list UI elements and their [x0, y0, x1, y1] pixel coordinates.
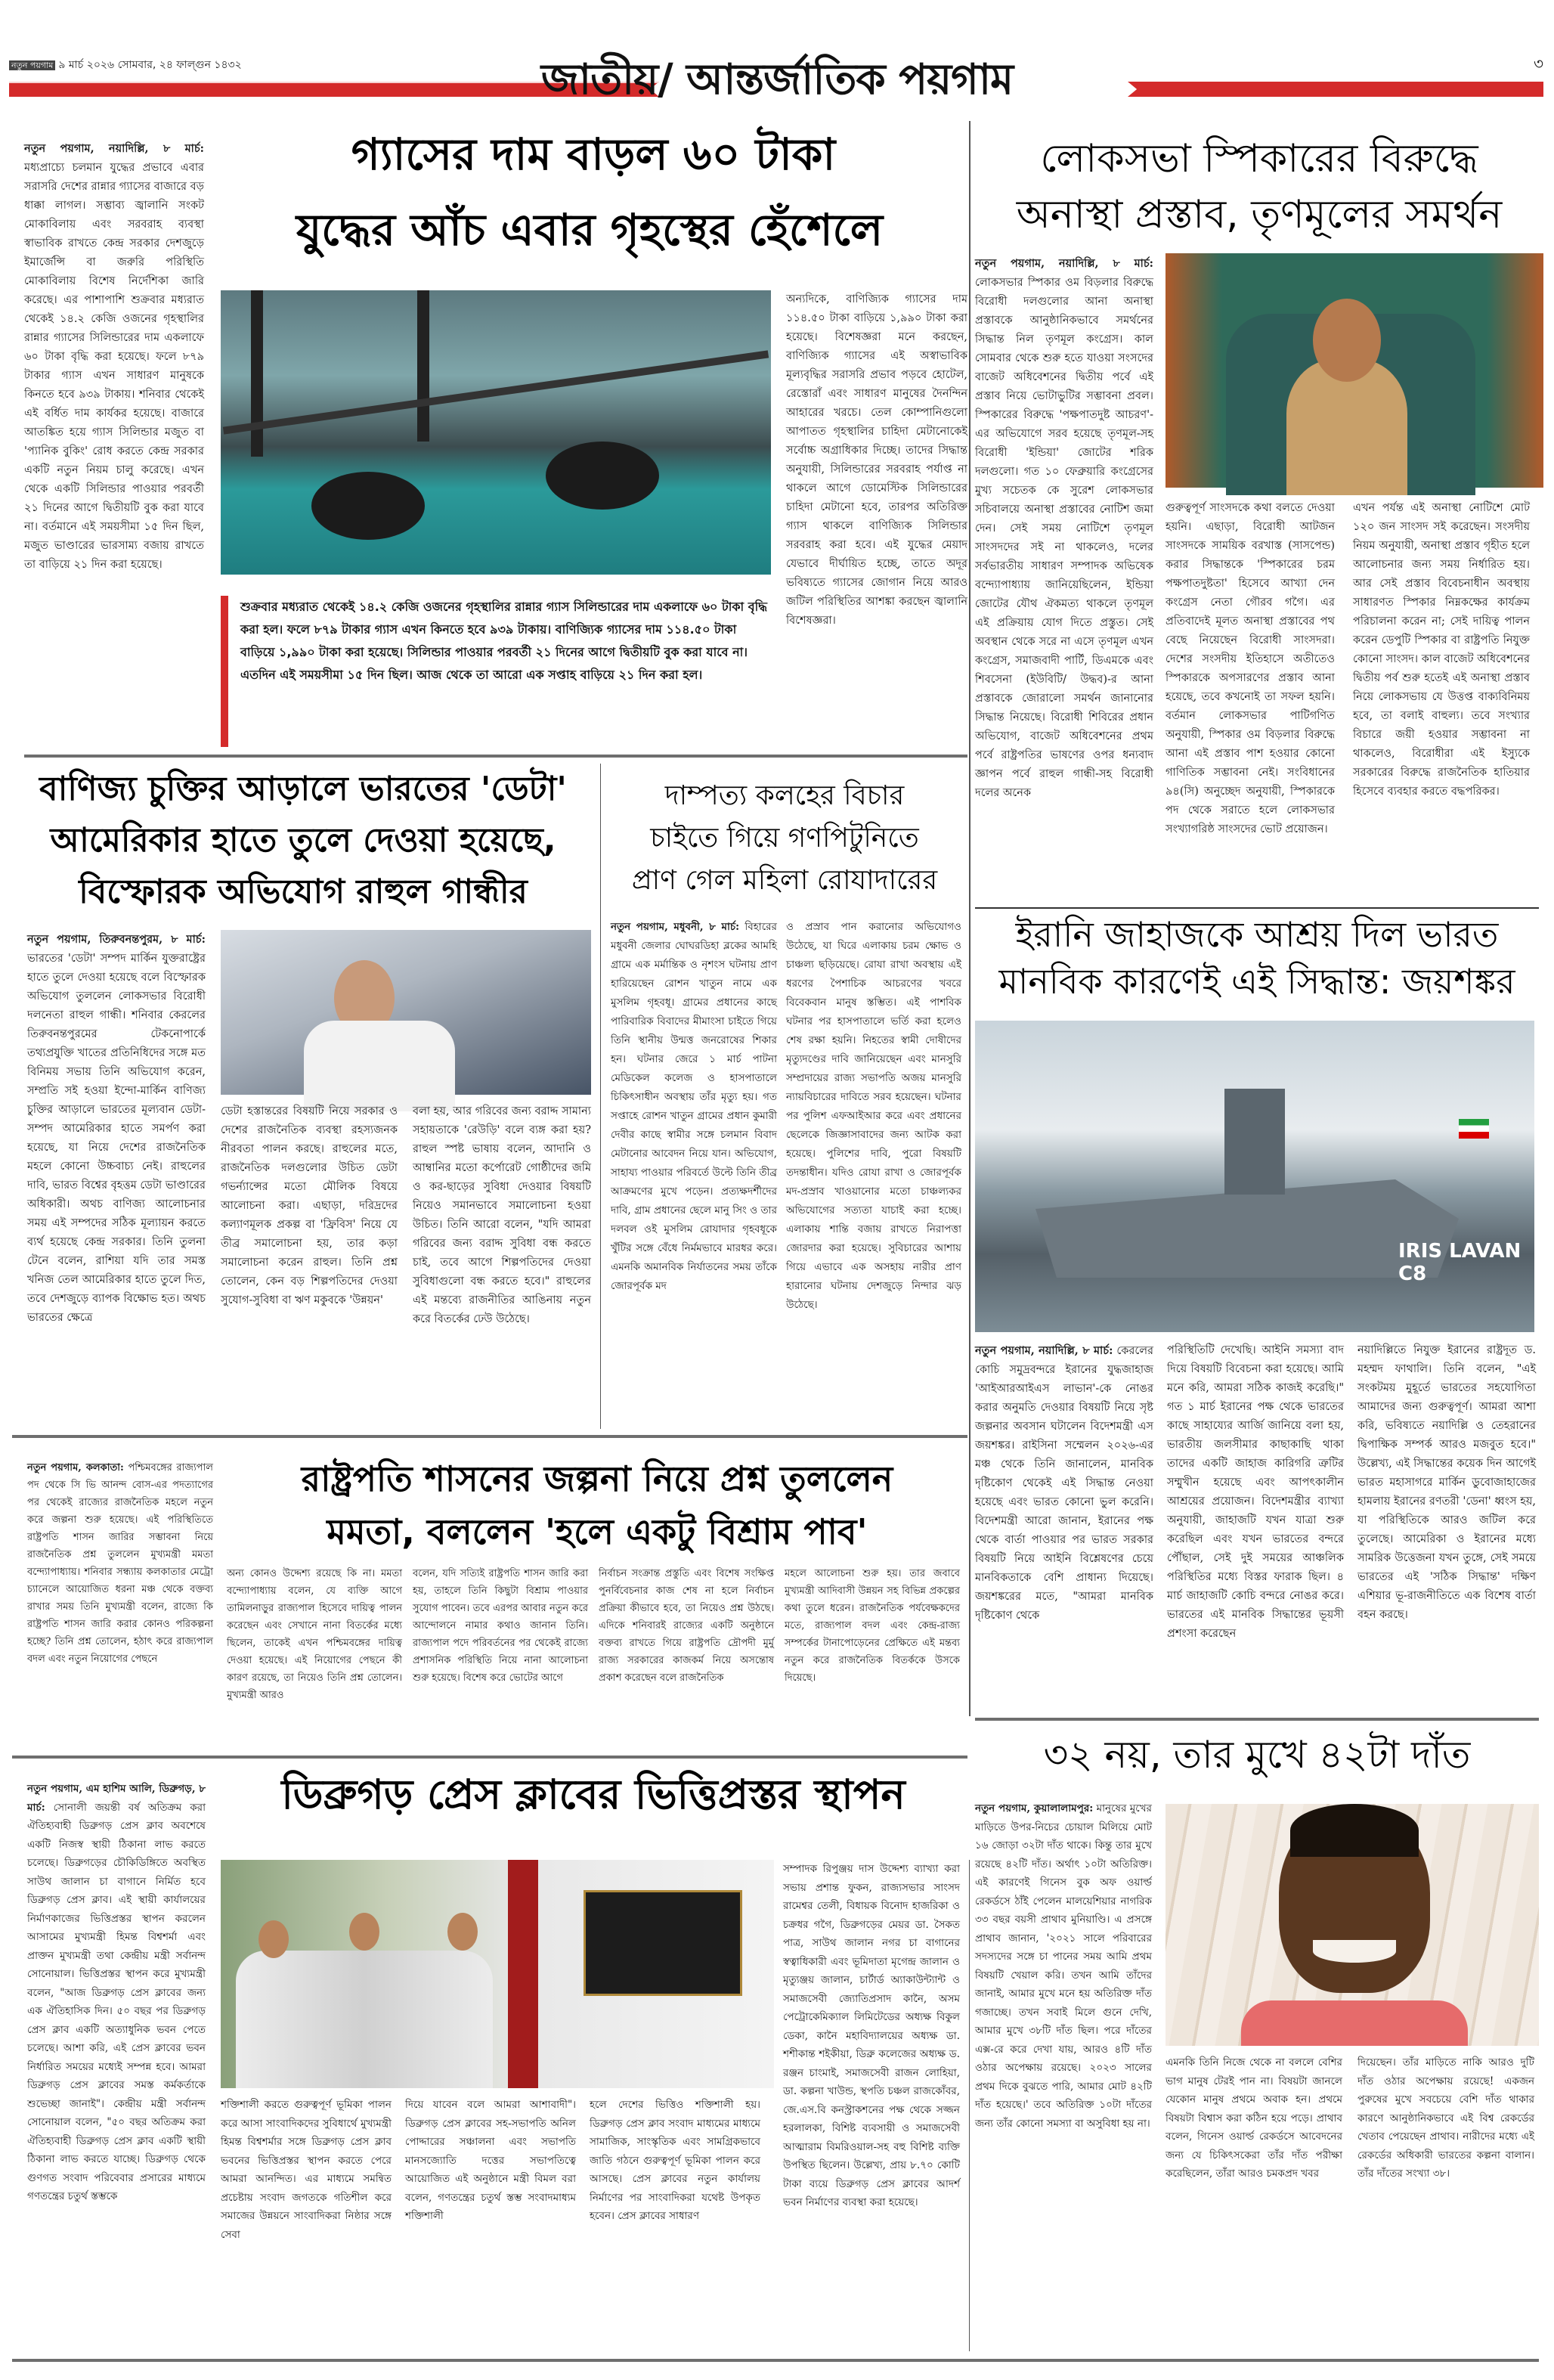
gas-body-col2: অন্যদিকে, বাণিজ্যিক গ্যাসের দাম ১১৪.৫০ টাকা বাড়িয়ে ১,৯৯০ টাকা করা হয়েছে। বিশেষজ্ঞরা মনে করছেন, বাণিজ্যিক গ্যাসের এই অস্বাভাবিক মূল্যবৃদ্ধির সরাসরি প্রভাব পড়বে হোটেল, রেস্তোরাঁ এবং সাধারণ মানুষের দৈনন্দিন আহারের খরচে। তেল কোম্পানিগুলো আপাতত গৃহস্থালির চাহিদা মেটানোকেই সর্বোচ্চ অগ্রাধিকার দিচ্ছে। তাদের সিদ্ধান্ত অনুযায়ী, সিলিন্ডারের সরবরাহ পর্যাপ্ত না থাকলে আগে ডোমেস্টিক সিলিন্ডারের চাহিদা মেটানো হবে, তারপর অতিরিক্ত গ্যাস থাকলে বাণিজ্যিক সিলিন্ডার সরবরাহ করা হবে। এই যুদ্ধের মেয়াদ যেভাবে দীর্ঘায়িত হচ্ছে, তাতে অদূর ভবিষ্যতে গ্যাসের জোগান নিয়ে আরও জটিল পরিস্থিতির আশঙ্কা করছেন জ্বালানি বিশেষজ্ঞরা। — [786, 293, 967, 627]
rahul-lead: নতুন পয়গাম, তিরুবনন্তপুরম, ৮ মার্চ: — [27, 933, 206, 946]
mamata-body-col1 — [27, 1459, 213, 1754]
gas-highlight-box: শুক্রবার মধ্যরাত থেকেই ১৪.২ কেজি ওজনের গৃহস্থালির রান্নার গ্যাস সিলিন্ডারের দাম একলাফে ৬০ টাকা বৃদ্ধি করা হল। ফলে ৮৭৯ টাকার গ্যাস এখন কিনতে হবে ৯৩৯ টাকায়। বাণিজ্যিক গ্যাসের দাম ১১৪.৫০ টাকা বাড়িয়ে ১,৯৯০ টাকা করা হয়েছে। সিলিন্ডার পাওয়ার পরবর্তী ২১ দিনের আগে দ্বিতীয়টি বুক করা যাবে না। এতদিন এই সময়সীমা ১৫ দিন ছিল। আজ থেকে তা আরো এক সপ্তাহ বাড়িয়ে ২১ দিন করা হল। — [221, 596, 771, 747]
gas-headline-1: গ্যাসের দাম বাড়ল ৬০ টাকা — [351, 129, 836, 180]
press-body-col5: সম্পাদক রিপুঞ্জয় দাস উদ্দেশ্য ব্যাখ্যা করা সভায় প্রশান্ত ফুকন, রাজ্যসভার সাংসদ রামেশ্বর তেলী, বিধায়ক বিনোদ হাজরিকা ও চক্রধর গগৈ, ডিব্রুগড়ের মেয়র ডা. সৈকত পাত্র, সাউথ জালান নগর চা বাগানের স্বত্বাধিকারী এবং ভূমিদাতা মৃগেন্দ্র জালান ও মৃত্যুঞ্জয় জালান, চার্টার্ড অ্যাকাউন্ট্যান্ট ও সমাজসেবী জ্যোতিপ্রসাদ কানৈ, অসম পেট্রোকেমিক্যাল লিমিটেডের অধ্যক্ষ বিকুল ডেকা, কানৈ মহাবিদ্যালয়ের অধ্যক্ষ ডা. শশীকান্ত শইকীয়া, ডিব্রু কলেজের অধ্যক্ষ ড. রঞ্জন চাংমাই, সমাজসেবী রাজন লোহিয়া, ডা. কল্পনা খাউন্ড, স্থপতি চঞ্চল রাজকোঁবর, জে.এস.বি কনস্ট্রাকশনের পক্ষ থেকে সজ্জন হরলালকা, বিশিষ্ট ব্যবসায়ী ও সমাজসেবী আত্মারাম বিমরিওয়াল-সহ বহু বিশিষ্ট ব্যক্তি উপস্থিত ছিলেন। উল্লেখ্য, প্রায় ৮.৭০ কোটি টাকা ব্যয়ে ডিব্রুগড় প্রেস ক্লাবের আদর্শ ভবন নির্মাণের ব্যবস্থা করা হয়েছে। — [783, 1863, 960, 2208]
gas-headline-2: যুদ্ধের আঁচ এবার গৃহস্থের হেঁশেলে — [296, 204, 884, 256]
speaker-headline-1: লোকসভা স্পিকারের বিরুদ্ধে — [1040, 136, 1478, 181]
mamata-body-col2: অন্য কোনও উদ্দেশ্য রয়েছে কি না। মমতা বন্দ্যোপাধ্যায় বলেন, যে ব্যক্তি আগে তামিলনাড়ুর রাজ্যপাল হিসেবে দায়িত্ব পালন করেছেন এবং সেখানে নানা বিতর্কের মধ্যে ছিলেন, তাকেই এখন পশ্চিমবঙ্গের দায়িত্ব দেওয়া হয়েছে। এই নিয়োগের পেছনে কী কারণ রয়েছে, তা নিয়েও তিনি প্রশ্ন তোলেন। মুখ্যমন্ত্রী আরও — [227, 1568, 402, 1701]
gas-text-1: মধ্যপ্রাচ্যে চলমান যুদ্ধের প্রভাবে এবার সরাসরি দেশের রান্নার গ্যাসের বাজারে বড় ধাক্কা লাগল। সম্ভাব্য জ্বালানি সংকট মোকাবিলায় এবং সরবরাহ ব্যবস্থা স্বাভাবিক রাখতে কেন্দ্র সরকার দেশজুড়ে ইমার্জেন্সি বা জরুরি পরিস্থিতি মোকাবিলায় বিশেষ নির্দেশিকা জারি করেছে। এর পাশাপাশি শুক্রবার মধ্যরাত থেকেই ১৪.২ কেজি ওজনের গৃহস্থালির রান্নার গ্যাসের সিলিন্ডারের দাম একলাফে ৬০ টাকা বৃদ্ধি করা হয়েছে। ফলে ৮৭৯ টাকার গ্যাস এখন সাধারণ মানুষকে কিনতে হবে ৯৩৯ টাকায়। শনিবার থেকেই এই বর্ধিত দাম কার্যকর হয়েছে। বাজারে আতঙ্কিত হয়ে গ্যাস সিলিন্ডার মজুত বা 'প্যানিক বুকিং' রোধ করতে কেন্দ্র সরকার একটি নতুন নিয়ম চালু করেছে। এখন থেকে একটি সিলিন্ডার পাওয়ার পরবর্তী ২১ দিনের আগে দ্বিতীয়টি বুক করা যাবে না। বর্তমানে এই সময়সীমা ১৫ দিন ছিল, মজুত ভাণ্ডারের ভারসাম্য বজায় রাখতে তা বাড়িয়ে ২১ দিন করা হয়েছে। — [24, 162, 204, 571]
press-text-1: সোনালী জয়ন্তী বর্ষ অতিক্রম করা ঐতিহ্যবাহী ডিব্রুগড় প্রেস ক্লাব অবশেষে একটি নিজস্ব স্থায়ী ঠিকানা লাভ করতে চলেছে। ডিব্রুগড়ের চৌকিডিঙ্গিতে অবস্থিত সাউথ জালান চা বাগানে নির্মিত হবে ডিব্রুগড় প্রেস ক্লাব। এই স্থায়ী কার্যালয়ের নির্মাণকাজের ভিত্তিপ্রস্তর স্থাপন করলেন আসামের মুখ্যমন্ত্রী হিমন্ত বিশ্বশর্মা এবং প্রাক্তন মুখ্যমন্ত্রী তথা কেন্দ্রীয় মন্ত্রী সর্বানন্দ সোনোয়াল। ভিত্তিপ্রস্তর স্থাপন করে মুখ্যমন্ত্রী বলেন, "আজ ডিব্রুগড় প্রেস ক্লাবের জন্য এক ঐতিহাসিক দিন। ৫০ বছর পর ডিব্রুগড় প্রেস ক্লাব একটি অত্যাধুনিক ভবন পেতে চলেছে। আশা করি, এই প্রেস ক্লাবের ভবন নির্ধারিত সময়ের মধ্যেই সম্পন্ন হবে। আমরা ডিব্রুগড় প্রেস ক্লাবের সমস্ত কর্মকর্তাকে শুভেচ্ছা জানাই"। কেন্দ্রীয় মন্ত্রী সর্বানন্দ সোনোয়াল বলেন, "৫০ বছর অতিক্রম করা ঐতিহ্যবাহী ডিব্রুগড় প্রেস ক্লাব একটি স্থায়ী ঠিকানা লাভ করতে যাচ্ছে। ডিব্রুগড় থেকে গুণগত সংবাদ পরিবেবার প্রসারের মাধ্যমে গণতন্ত্রের চতুর্থ স্তম্ভকে — [27, 1801, 206, 2202]
ship-hull-label: IRIS LAVAN C8 — [1398, 1240, 1521, 1285]
press-body-col2: শক্তিশালী করতে গুরুত্বপূর্ণ ভূমিকা পালন করে আসা সাংবাদিকদের সুবিধার্থে মুখ্যমন্ত্রী হিমন্ত বিশ্বশর্মার সঙ্গে ডিব্রুগড় প্রেস ক্লাব ভবনের ভিত্তিপ্রস্তর স্থাপন করতে পেরে আমরা আনন্দিত। এর মাধ্যমে সমন্বিত প্রচেষ্টায় সংবাদ জগতকে গতিশীল করে সমাজের উন্নয়নে সাংবাদিকরা নিষ্ঠার সঙ্গে সেবা — [221, 2099, 392, 2241]
speaker-photo — [1166, 253, 1543, 488]
roza-lead: নতুন পয়গাম, মধুবনী, ৮ মার্চ: — [611, 921, 740, 933]
mamata-body-col4: নির্বাচন সংক্রান্ত প্রস্তুতি এবং বিশেষ সংক্ষিপ্ত পুনর্বিবেচনার কাজ শেষ না হলে নির্বাচন প্রক্রিয়া কীভাবে হবে, তা নিয়েও প্রশ্ন উঠছে। এদিকে শনিবারই রাজ্যের একটি অনুষ্ঠানে বক্তব্য রাখতে গিয়ে রাষ্ট্রপতি দ্রৌপদী মুর্মু রাজ্য সরকারের কাজকর্ম নিয়ে অসন্তোষ প্রকাশ করেছেন বলে রাজনৈতিক — [599, 1568, 774, 1684]
speaker-body-col3: এখন পর্যন্ত এই অনাস্থা নোটিশে মোট ১২০ জন সাংসদ সই করেছেন। সংসদীয় নিয়ম অনুযায়ী, অনাস্থা প্রস্তাব গৃহীত হলে আলোচনার জন্য সময় নির্ধারিত হয়। আর সেই প্রস্তাব বিবেচনাধীন অবস্থায় সাধারণত স্পিকার নিম্নকক্ষের কার্যক্রম পরিচালনা করেন না; সেই দায়িত্ব পালন করেন ডেপুটি স্পিকার বা রাষ্ট্রপতি নিযুক্ত কোনো সাংসদ। কাল বাজেট অধিবেশনের দ্বিতীয় পর্ব শুরু হতেই এই অনাস্থা প্রস্তাব নিয়ে লোকসভায় যে উত্তপ্ত বাক্যবিনিময় হবে, তা বলাই বাহুল্য। তবে সংখ্যার বিচারে জয়ী হওয়ার সম্ভাবনা না থাকলেও, বিরোধীরা এই ইস্যুকে সরকারের বিরুদ্ধে রাজনৈতিক হাতিয়ার হিসেবে ব্যবহার করতে বদ্ধপরিকর। — [1353, 502, 1530, 798]
roza-body-col1 — [611, 918, 777, 1432]
iran-lead: নতুন পয়গাম, নয়াদিল্লি, ৮ মার্চ: — [975, 1344, 1113, 1357]
iran-headline-1: ইরানি জাহাজকে আশ্রয় দিল ভারত — [1015, 914, 1499, 955]
iran-body-col2: পরিস্থিতিটি দেখেছি। আইনি সমস্যা বাদ দিয়ে বিষয়টি বিবেচনা করা হয়েছে। আমি মনে করি, আমরা সঠিক কাজই করেছি।" গত ১ মার্চ ইরানের পক্ষ থেকে ভারতের কাছে সাহায্যের আর্জি জানিয়ে বলা হয়, ভারতীয় জলসীমার কাছাকাছি থাকা তাদের একটি জাহাজ কারিগরি ত্রুটির সম্মুখীন হয়েছে এবং আপৎকালীন আশ্রয়ের প্রয়োজন। বিদেশমন্ত্রীর ব্যাখ্যা অনুযায়ী, জাহাজটি যখন যাত্রা শুরু করেছিল এবং যখন ভারতের বন্দরে পৌঁছাল, সেই দুই সময়ের আঞ্চলিক পরিস্থিতির মধ্যে বিস্তর ফারাক ছিল। ৪ মার্চ জাহাজটি কোচি বন্দরে নোঙর করে। ভারতের এই মানবিক সিদ্ধান্তের ভূয়সী প্রশংসা করেছেন — [1167, 1344, 1344, 1640]
rahul-headline-2: আমেরিকার হাতে তুলে দেওয়া হয়েছে, — [50, 821, 556, 860]
gas-body-col1 — [24, 139, 204, 744]
speaker-body-col1 — [975, 254, 1153, 799]
divider — [975, 907, 1539, 909]
rahul-photo — [221, 930, 591, 1095]
mamata-headline-1: রাষ্ট্রপতি শাসনের জল্পনা নিয়ে প্রশ্ন তুললেন — [301, 1458, 893, 1499]
roza-headline-2: চাইতে গিয়ে গণপিটুনিতে — [650, 823, 919, 854]
column-divider — [969, 1860, 970, 2351]
iran-text-1: কেরলের কোচি সমুদ্রবন্দরে ইরানের যুদ্ধজাহাজ 'আইআরআইএস লাভান'-কে নোঙর করার অনুমতি দেওয়ার বিষয়টি নিয়ে সৃষ্ট জল্পনার অবসান ঘটালেন বিদেশমন্ত্রী এস জয়শঙ্কর। রাইসিনা সম্মেলন ২০২৬-এর মঞ্চ থেকে তিনি জানালেন, মানবিক দৃষ্টিকোণ থেকেই এই সিদ্ধান্ত নেওয়া হয়েছে এবং ভারত কোনো ভুল করেনি। বিদেশমন্ত্রী আরো জানান, ইরানের পক্ষ থেকে বার্তা পাওয়ার পর ভারত সরকার বিষয়টি নিয়ে আইনি বিশ্লেষণের চেয়ে মানবিকতাকে বেশি প্রাধান্য দিয়েছে। জয়শঙ্করের মতে, "আমরা মানবিক দৃষ্টিকোণ থেকে — [975, 1345, 1154, 1622]
roza-body-col2: ও প্রস্রাব পান করানোর অভিযোগও উঠেছে, যা ঘিরে এলাকায় চরম ক্ষোভ ও চাঞ্চল্য ছড়িয়েছে। রোযা রাখা অবস্থায় এই ধরণের পৈশাচিক আচরণের খবরে বিবেকবান মানুষ স্তম্ভিত। এই পাশবিক ঘটনার পর হাসপাতালে ভর্তি করা হলেও শেষ রক্ষা হয়নি। নিহতের স্বামী দোষীদের মৃত্যুদণ্ডের দাবি জানিয়েছেন এবং মানসুরি সম্প্রদায়ের রাজ্য সভাপতি অজয় মানসুরি ন্যায়বিচারের দাবিতে সরব হয়েছেন। ঘটনার পর পুলিশ এফআইআর করে এবং প্রধানের ছেলেকে জিজ্ঞাসাবাদের জন্য আটক করা হয়েছে। পুলিশের দাবি, পুরো বিষয়টি তদন্তাধীন। যদিও রোযা রাখা ও জোরপূর্বক মদ-প্রস্রাব খাওয়ানোর মতো চাঞ্চল্যকর অভিযোগের সত্যতা যাচাই করা হচ্ছে। এলাকায় শান্তি বজায় রাখতে নিরাপত্তা জোরদার করা হয়েছে। সুবিচারের আশায় গিয়ে এভাবে এক অসহায় নারীর প্রাণ হারানোর ঘটনায় দেশজুড়ে নিন্দার ঝড় উঠেছে। — [786, 921, 961, 1311]
gas-stove-photo — [221, 290, 771, 575]
page-number: ৩ — [1533, 54, 1543, 73]
dateline-text: ৯ মার্চ ২০২৬ সোমবার, ২৪ ফাল্গুন ১৪৩২ — [58, 59, 242, 71]
mamata-body-col5: মহলে আলোচনা শুরু হয়। তার জবাবে মুখ্যমন্ত্রী আদিবাসী উন্নয়ন সহ বিভিন্ন প্রকল্পের কথা তুলে ধরেন। রাজনৈতিক পর্যবেক্ষকদের মতে, রাজ্যপাল বদল এবং কেন্দ্র-রাজ্য সম্পর্কের টানাপোড়েনের প্রেক্ষিতে এই মন্তব্য নতুন করে রাজনৈতিক বিতর্ককে উসকে দিয়েছে। — [785, 1568, 960, 1684]
column-divider — [969, 121, 970, 1716]
rahul-headline-1: বাণিজ্য চুক্তির আড়ালে ভারতের 'ডেটা' — [39, 770, 567, 808]
mamata-headline-2: মমতা, বললেন 'হলে একটু বিশ্রাম পাব' — [327, 1511, 868, 1552]
mamata-text-1: পশ্চিমবঙ্গের রাজ্যপাল পদ থেকে সি ভি আনন্দ বোস-এর পদত্যাগের পর থেকেই রাজ্যের রাজনৈতিক মহলে নতুন করে জল্পনা শুরু হয়েছে। এই পরিস্থিতিতে রাষ্ট্রপতি শাসন জারির সম্ভাবনা নিয়ে রাজনৈতিক প্রশ্ন তুললেন মুখ্যমন্ত্রী মমতা বন্দ্যোপাধ্যায়। শনিবার সন্ধ্যায় কলকাতার মেট্রো চ্যানেলে আয়োজিত ধরনা মঞ্চ থেকে বক্তব্য রাখার সময় তিনি মুখ্যমন্ত্রী বলেন, রাজ্যে কি রাষ্ট্রপতি শাসন জারি করার কোনও পরিকল্পনা হচ্ছে? তিনি প্রশ্ন তোলেন, হঠাৎ করে রাজ্যপাল বদল এবং নতুন নিয়োগের পেছনে — [27, 1462, 213, 1665]
teeth-body-col1 — [975, 1799, 1152, 2359]
roza-text-1: বিহারের মধুবনী জেলার ঘোঘরডিহা ব্লকের আমহি গ্রামে এক মর্মান্তিক ও নৃশংস ঘটনায় প্রাণ হারিয়েছেন রোশন খাতুন নামে এক মুসলিম গৃহবধূ। গ্রামের প্রধানের কাছে পারিবারিক বিবাদের মীমাংসা চাইতে গিয়ে তিনি স্থানীয় উন্মত্ত জনরোষের শিকার হন। ঘটনার জেরে ১ মার্চ পাটনা মেডিকেল কলেজ ও হাসপাতালে চিকিৎসাধীন অবস্থায় তাঁর মৃত্যু হয়। গত সপ্তাহে রোশন খাতুন গ্রামের প্রধান কুমারী দেবীর কাছে স্বামীর সঙ্গে চলমান বিবাদ মেটানোর আবেদন নিয়ে যান। অভিযোগ, সাহায্য পাওয়ার পরিবর্তে উল্টে তিনি তীব্র আক্রমণের মুখে পড়েন। প্রত্যক্ষদর্শীদের দাবি, গ্রাম প্রধানের ছেলে মানু সিং ও তার দলবল ওই মুসলিম রোযাদার গৃহবধূকে খুঁটির সঙ্গে বেঁধে নির্মমভাবে মারধর করে। এমনকি অমানবিক নির্যাতনের সময় তাঁকে জোরপূর্বক মদ — [611, 921, 777, 1292]
press-club-photo — [221, 1860, 774, 2088]
press-body-col1 — [27, 1780, 206, 2354]
roza-headline-1: দাম্পত্য কলহের বিচার — [664, 780, 905, 811]
section-title: জাতীয়/ আন্তর্জাতিক পয়গাম — [540, 55, 1014, 104]
column-divider — [600, 764, 601, 1429]
teeth-lead: নতুন পয়গাম, কুয়ালালামপুর: — [975, 1802, 1094, 1814]
gas-lead: নতুন পয়গাম, নয়াদিল্লি, ৮ মার্চ: — [24, 142, 204, 155]
teeth-man-photo — [1166, 1804, 1539, 2046]
roza-headline-3: প্রাণ গেল মহিলা রোযাদারের — [631, 865, 938, 896]
teeth-headline: ৩২ নয়, তার মুখে ৪২টা দাঁত — [1043, 1733, 1471, 1777]
press-body-col4: হলে দেশের ভিত্তিও শক্তিশালী হয়। ডিব্রুগড় প্রেস ক্লাব সংবাদ মাধ্যমের মাধ্যমে সামাজিক, সাংস্কৃতিক এবং সামগ্রিকভাবে জাতি গঠনে গুরুত্বপূর্ণ ভূমিকা পালন করে আসছে। প্রেস ক্লাবের নতুন কার্যালয় নির্মাণের পর সাংবাদিকরা যথেষ্ট উপকৃত হবেন। প্রেস ক্লাবের সাধারণ — [590, 2099, 760, 2222]
iran-headline-2: মানবিক কারণেই এই সিদ্ধান্ত: জয়শঙ্কর — [998, 961, 1515, 1002]
divider — [12, 1435, 967, 1438]
divider — [975, 1718, 1539, 1721]
mamata-body-col3: বলেন, যদি সত্যিই রাষ্ট্রপতি শাসন জারি করা হয়, তাহলে তিনি কিছুটা বিশ্রাম পাওয়ার সুযোগ পাবেন। তবে এরপর আবার নতুন করে আন্দোলনে নামার কথাও জানান তিনি। রাজ্যপাল পদে পরিবর্তনের পর থেকেই রাজ্যে প্রশাসনিক পরিস্থিতি নিয়ে নানা আলোচনা শুরু হয়েছে। বিশেষ করে ভোটের আগে — [413, 1568, 588, 1684]
mamata-lead: নতুন পয়গাম, কলকাতা: — [27, 1462, 124, 1474]
speaker-body-col2: গুরুত্বপূর্ণ সাংসদকে কথা বলতে দেওয়া হয়নি। এছাড়া, বিরোধী আটজন সাংসদকে সাময়িক বরখাস্ত (সাসপেন্ড) করার সিদ্ধান্তকে 'স্পিকারের চরম পক্ষপাতদুষ্টতা' হিসেবে আখ্যা দেন কংগ্রেস নেতা গৌরব গগৈ। এর প্রতিবাদেই মূলত অনাস্থা প্রস্তাবের পথ বেছে নিয়েছেন বিরোধী সাংসদরা। দেশের সংসদীয় ইতিহাসে অতীতেও স্পিকারকে অপসারণের প্রস্তাব আনা হয়েছে, তবে কখনোই তা সফল হয়নি। বর্তমান লোকসভার পাটিগণিত অনুযায়ী, স্পিকার ওম বিড়লার বিরুদ্ধে আনা এই প্রস্তাব পাশ হওয়ার কোনো গাণিতিক সম্ভাবনা নেই। সংবিধানের ৯৪(সি) অনুচ্ছেদ অনুযায়ী, স্পিকারকে পদ থেকে সরাতে হলে লোকসভার সংখ্যাগরিষ্ঠ সাংসদের ভোট প্রয়োজন। — [1166, 502, 1335, 835]
speaker-headline-2: অনাস্থা প্রস্তাব, তৃণমূলের সমর্থন — [1016, 192, 1503, 237]
speaker-text-1: লোকসভার স্পিকার ওম বিড়লার বিরুদ্ধে বিরোধী দলগুলোর আনা অনাস্থা প্রস্তাবকে আনুষ্ঠানিকভাবে সমর্থনের সিদ্ধান্ত নিল তৃণমূল কংগ্রেস। কাল সোমবার থেকে শুরু হতে যাওয়া সংসদের বাজেট অধিবেশনের দ্বিতীয় পর্বে এই প্রস্তাব নিয়ে ভোটাভুটির সম্ভাবনা প্রবল। স্পিকারের বিরুদ্ধে 'পক্ষপাতদুষ্ট আচরণ'-এর অভিযোগে সরব হয়েছে তৃণমূল-সহ বিরোধী 'ইন্ডিয়া' জোটের শরিক দলগুলো। গত ১০ ফেব্রুয়ারি কংগ্রেসের মুখ্য সচেতক কে সুরেশ লোকসভার সচিবালয়ে অনাস্থা প্রস্তাবের নোটিশ জমা দেন। সেই সময় নোটিশে তৃণমূল সাংসদদের সই না থাকলেও, দলের সর্বভারতীয় সাধারণ সম্পাদক অভিষেক বন্দ্যোপাধ্যায় জানিয়েছিলেন, ইন্ডিয়া জোটের যৌথ ঐকমত্য থাকলে তৃণমূল এই প্রক্রিয়ায় যোগ দিতে প্রস্তুত। সেই অবস্থান থেকে সরে না এসে তৃণমূল এখন কংগ্রেস, সমাজবাদী পার্টি, ডিএমকে এবং শিবসেনা (ইউবিটি/ উদ্ধব)-র আনা প্রস্তাবকে জোরালো সমর্থন জানানোর সিদ্ধান্ত নিয়েছে। বিরোধী শিবিরের প্রধান অভিযোগ, বাজেট অধিবেশনের প্রথম পর্বে রাষ্ট্রপতির ভাষণের ওপর ধন্যবাদ জ্ঞাপন পর্বে রাহুল গান্ধী-সহ বিরোধী দলের অনেক — [975, 277, 1153, 799]
paper-name-logo: নতুন পয়গাম — [9, 60, 55, 70]
press-lead: নতুন পয়গাম, এম হাশিম আলি, ডিব্রুগড়, ৮ মার্চ: — [27, 1783, 206, 1814]
speaker-lead: নতুন পয়গাম, নয়াদিল্লি, ৮ মার্চ: — [975, 257, 1153, 270]
rahul-body-col2: ডেটা হস্তান্তরের বিষয়টি নিয়ে সরকার ও দেশের রাজনৈতিক ব্যবস্থা রহস্যজনক নীরবতা পালন করছে। রাহুলের মতে, রাজনৈতিক দলগুলোর উচিত ডেটা গভর্ন্যান্সের মতো মৌলিক বিষয়ে আলোচনা করা। এছাড়া, দরিদ্রদের কল্যাণমূলক প্রকল্প বা 'ফ্রিবিস' নিয়ে যে তীব্র সমালোচনা হয়, তার কড়া সমালোচনা করেন রাহুল। তিনি প্রশ্ন তোলেন, কেন বড় শিল্পপতিদের দেওয়া সুযোগ-সুবিধা বা ঋণ মকুবকে 'উন্নয়ন' — [221, 1105, 398, 1306]
press-body-col3: দিয়ে যাবেন বলে আমরা আশাবাদী"। ডিব্রুগড় প্রেস ক্লাবের সহ-সভাপতি অনিল পোদ্দারের সঞ্চালনা এবং সভাপতি মানসজ্যোতি দত্তের সভাপতিত্বে আয়োজিত এই অনুষ্ঠানে মন্ত্রী বিমল বরা বলেন, গণতন্ত্রের চতুর্থ স্তম্ভ সংবাদমাধ্যম শক্তিশালী — [405, 2099, 576, 2222]
divider — [24, 755, 967, 758]
iran-body-col1 — [975, 1341, 1153, 1719]
rahul-headline-3: বিস্ফোরক অভিযোগ রাহুল গান্ধীর — [79, 872, 528, 911]
teeth-body-col3: দিয়েছেন। তাঁর মাড়িতে নাকি আরও দুটি দাঁত ওঠার অপেক্ষায় রয়েছে! একজন পুরুষের মুখে সবচেয়ে বেশি দাঁত থাকার কারণে আনুষ্ঠানিকভাবে এই বিশ্ব রেকর্ডের খেতাব পেয়েছেন প্রাথাব। নারীদের মধ্যে এই রেকর্ডের অধিকারী ভারতের কল্পনা বালান। তাঁর দাঁতের সংখ্যা ৩৮। — [1357, 2056, 1534, 2180]
teeth-text-1: মানুষের মুখের মাড়িতে উপর-নিচের চোয়াল মিলিয়ে মোট ১৬ জোড়া ৩২টা দাঁত থাকে। কিন্তু তার মুখে রয়েছে ৪২টি দাঁত। অর্থাৎ ১০টা অতিরিক্ত। এই কারণেই গিনেস বুক অফ ওয়ার্ল্ড রেকর্ডসে ঠাঁই পেলেন মালয়েশিয়ার নাগরিক ৩৩ বছর বয়সী প্রাথাব মুনিয়াণ্ডি। এ প্রসঙ্গে প্রাথাব জানান, '২০২১ সালে পরিবারের সদস্যদের সঙ্গে চা পানের সময় আমি প্রথম বিষয়টি খেয়াল করি। তখন আমি তাঁদের জানাই, আমার মুখে মনে হয় অতিরিক্ত দাঁত গজাচ্ছে। তখন সবাই মিলে গুনে দেখি, আমার মুখে ৩৮টি দাঁত ছিল। পরে দাঁতের এক্স-রে করে দেখা যায়, আরও ৪টি দাঁত ওঠার অপেক্ষায় রয়েছে। ২০২৩ সালের প্রথম দিকে বুঝতে পারি, আমার মোট ৪২টি দাঁত হয়েছে।' তবে অতিরিক্ত ১০টা দাঁতের জন্য তাঁর কোনো সমস্যা বা অসুবিধা হয় না। — [975, 1802, 1152, 2130]
rahul-text-1: ভারতের 'ডেটা' সম্পদ মার্কিন যুক্তরাষ্ট্রের হাতে তুলে দেওয়া হয়েছে বলে বিস্ফোরক অভিযোগ তুললেন লোকসভার বিরোধী দলনেতা রাহুল গান্ধী। শনিবার কেরলের তিরুবনন্তপুরমের টেকনোপার্কে তথ্যপ্রযুক্তি খাতের প্রতিনিধিদের সঙ্গে মত বিনিময় সভায় তিনি অভিযোগ করেন, সম্প্রতি সই হওয়া ইন্দো-মার্কিন বাণিজ্য চুক্তির আড়ালে ভারতের মূল্যবান ডেটা-সম্পদ আমেরিকার হাতে সমর্পণ করা হয়েছে, যা নিয়ে দেশের রাজনৈতিক মহলে কোনো উচ্চবাচ্য নেই। রাহুলের দাবি, ভারত বিশ্বের বৃহত্তম ডেটা ভাণ্ডারের অধিকারী। অথচ বাণিজ্য আলোচনার সময় এই সম্পদের সঠিক মূল্যায়ন করতে ব্যর্থ হয়েছে কেন্দ্র সরকার। তিনি তুলনা টেনে বলেন, রাশিয়া যদি তার সমস্ত খনিজ তেল আমেরিকার হাতে তুলে দিত, তবে দেশজুড়ে ব্যাপক বিক্ষোভ হত। অথচ ভারতের ক্ষেত্রে — [27, 953, 206, 1324]
rahul-body-col1 — [27, 930, 206, 1429]
iran-ship-photo — [975, 1021, 1534, 1332]
rahul-body-col3: বলা হয়, আর গরিবের জন্য বরাদ্দ সামান্য সহায়তাকে 'রেউড়ি' বলে ব্যঙ্গ করা হয়? রাহুল স্পষ্ট ভাষায় বলেন, আদানি ও আম্বানির মতো কর্পোরেট গোষ্ঠীদের জমি ও কর-ছাড়ের সুবিধা দেওয়ার বিষয়টি নিয়েও সমানভাবে সমালোচনা হওয়া উচিত। তিনি আরো বলেন, "যদি আমরা গরিবের জন্য বরাদ্দ সুবিধা বন্ধ করতে চাই, তবে আগে শিল্পপতিদের দেওয়া সুবিধাগুলো বন্ধ করতে হবে।" রাহুলের এই মন্তব্যে রাজনীতির আঙিনায় নতুন করে বিতর্কের ঢেউ উঠেছে। — [413, 1105, 591, 1325]
iran-body-col3: নয়াদিল্লিতে নিযুক্ত ইরানের রাষ্ট্রদূত ড. মহম্মদ ফাথালি। তিনি বলেন, "এই সংকটময় মুহূর্তে ভারতের সহযোগিতা আমাদের জন্য গুরুত্বপূর্ণ। আমরা আশা করি, ভবিষ্যতে নয়াদিল্লি ও তেহরানের দ্বিপাক্ষিক সম্পর্ক আরও মজবুত হবে।" উল্লেখ্য, এই সিদ্ধান্তের কয়েক দিন আগেই ভারত মহাসাগরে মার্কিন ডুবোজাহাজের হামলায় ইরানের রণতরী 'ডেনা' ধ্বংস হয়, যা পরিস্থিতিকে আরও জটিল করে তুলেছে। আমেরিকা ও ইরানের মধ্যে সামরিক উত্তেজনা যখন তুঙ্গে, সেই সময়ে ভারতের এই 'সঠিক সিদ্ধান্ত' দক্ষিণ এশিয়ার ভূ-রাজনীতিতে এক বিশেষ বার্তা বহন করছে। — [1357, 1344, 1536, 1621]
press-headline: ডিব্রুগড় প্রেস ক্লাবের ভিত্তিপ্রস্তর স্থাপন — [281, 1771, 905, 1818]
divider — [12, 1756, 967, 1759]
teeth-body-col2: এমনকি তিনি নিজে থেকে না বললে বেশির ভাগ মানুষ টেরই পান না। বিষয়টা জানলে যেকোন মানুষ প্রথমে অবাক হন। প্রথমে বিষয়টা বিশ্বাস করা কঠিন হয়ে পড়ে। প্রাথাব বলেন, গিনেস ওয়ার্ল্ড রেকর্ডসে আবেদনের জন্য যে চিকিৎসকেরা তাঁর দাঁত পরীক্ষা করেছিলেন, তাঁরা আরও চমকপ্রদ খবর — [1166, 2056, 1342, 2180]
page-bottom-rule — [12, 2359, 1539, 2362]
